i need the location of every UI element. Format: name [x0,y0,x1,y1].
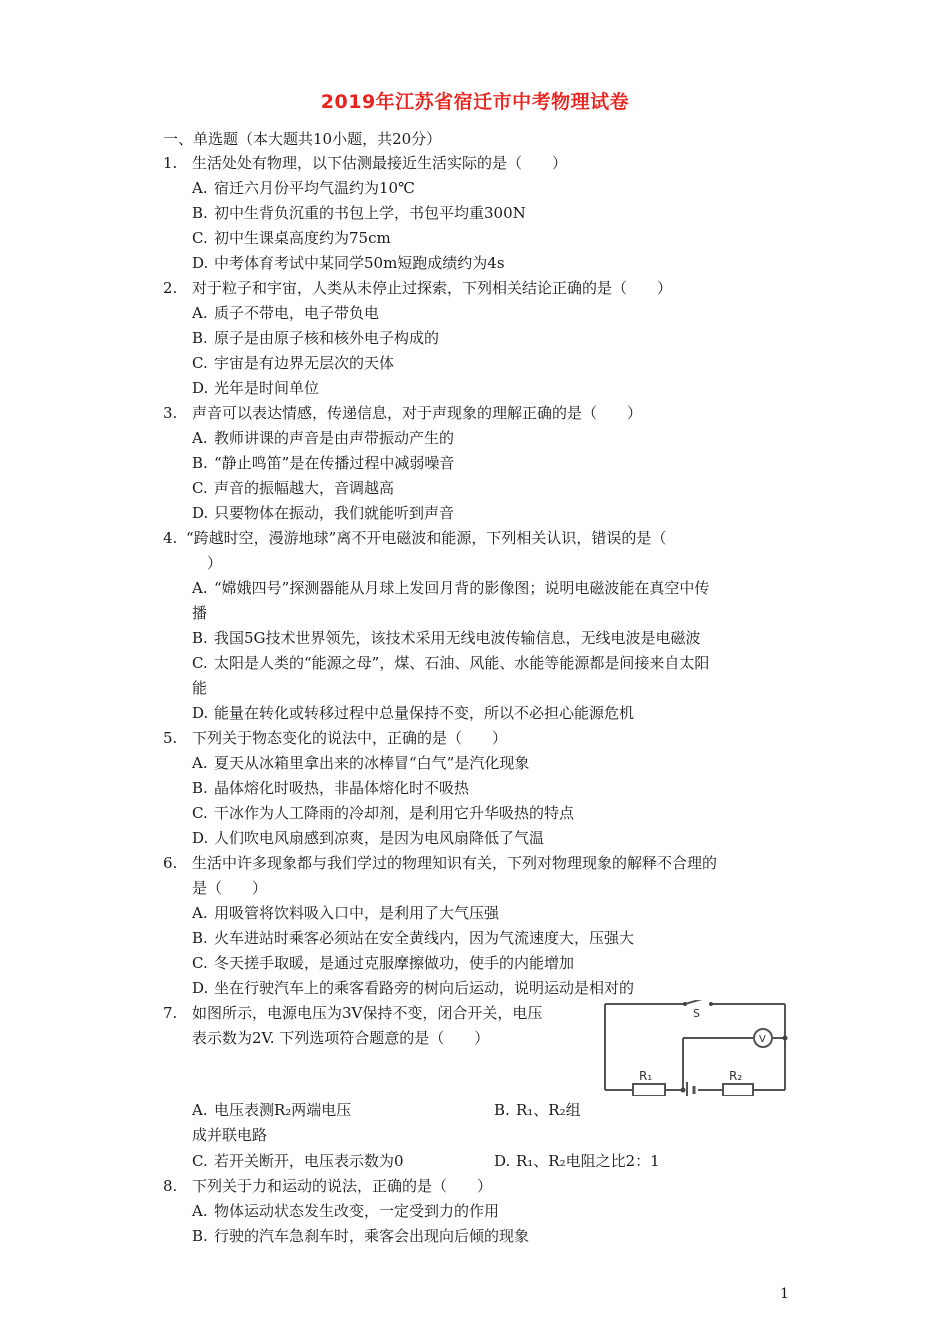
option-label: D. [192,979,209,997]
option-label: C. [192,1152,208,1170]
option-label: C. [192,479,208,497]
option-c [192,953,574,973]
option-text: 声音的振幅越大，音调越高 [214,479,395,497]
switch-label: S [693,1007,700,1020]
option-label: C. [192,804,208,822]
option-b [192,328,439,348]
question-number: 5. [163,729,178,747]
option-c [192,653,709,673]
option-text: 用吸管将饮料吸入口中，是利用了大气压强 [214,904,500,922]
option-text: 教师讲课的声音是由声带振动产生的 [214,429,455,447]
option-a [192,178,415,198]
option-text: 我国5G技术世界领先，该技术采用无线电波传输信息，无线电波是电磁波 [214,629,701,647]
question-number: 4. [163,529,178,547]
option-label: C. [192,354,208,372]
option-text: 只要物体在振动，我们就能听到声音 [214,504,455,522]
option-label: B. [192,329,208,347]
option-a [192,903,499,923]
option-a [192,1100,351,1120]
option-text: 若开关断开，电压表示数为0 [214,1152,404,1170]
option-b [192,203,526,223]
option-label: D. [192,829,209,847]
option-text: 人们吹电风扇感到凉爽，是因为电风扇降低了气温 [214,829,545,847]
option-b [192,778,469,798]
r1-label: R₁ [639,1069,653,1083]
option-d [192,703,634,723]
option-d [192,978,634,998]
option-text: “静止鸣笛”是在传播过程中减弱噪音 [214,454,455,472]
option-b [192,928,634,948]
option-label: D. [192,254,209,272]
option-a [192,303,379,323]
question-number: 1. [163,154,178,172]
option-label: D. [494,1152,511,1170]
option-text: R₁、R₂组 [516,1101,581,1119]
question-number: 8. [163,1177,178,1195]
voltmeter-label: V [759,1034,766,1045]
option-label: A. [192,179,208,197]
option-label: C. [192,654,208,672]
option-c [192,803,574,823]
option-b [192,628,701,648]
question-number: 2. [163,279,178,297]
option-text: 电压表测R₂两端电压 [214,1101,352,1119]
option-d [192,503,454,523]
option-d [494,1151,660,1171]
option-text: 宿迁六月份平均气温约为10℃ [214,179,415,197]
question-stem: 下列关于力和运动的说法，正确的是（ ） [192,1177,493,1195]
option-d [192,828,544,848]
option-text: 质子不带电，电子带负电 [214,304,380,322]
option-label: B. [192,454,208,472]
option-label: B. [494,1101,510,1119]
option-text: 中考体育考试中某同学50m短跑成绩约为4s [214,254,505,272]
option-d [192,253,505,273]
question-number: 6. [163,854,178,872]
option-text: 能量在转化或转移过程中总量保持不变，所以不必担心能源危机 [214,704,635,722]
option-label: B. [192,629,208,647]
option-text: 太阳是人类的“能源之母”，煤、石油、风能、水能等能源都是间接来自太阳 [214,654,710,672]
switch-contact [709,1002,713,1006]
question-stem: 声音可以表达情感，传递信息，对于声现象的理解正确的是（ ） [192,404,643,422]
option-label: A. [192,429,208,447]
option-text: 干冰作为人工降雨的冷却剂，是利用它升华吸热的特点 [214,804,575,822]
question-stem: “跨越时空，漫游地球”离不开电磁波和能源，下列相关认识，错误的是（ [186,529,667,547]
option-c [192,478,394,498]
option-label: D. [192,379,209,397]
option-b [192,1226,529,1246]
option-c-cont: 能 [192,679,208,697]
option-label: B. [192,204,208,222]
option-a [192,428,454,448]
option-text: R₁、R₂电阻之比2：1 [516,1152,660,1170]
option-b [494,1100,581,1120]
section-heading: 一、单选题（本大题共10小题，共20分） [163,130,442,148]
option-text: 初中生背负沉重的书包上学，书包平均重300N [214,204,526,222]
option-text: 光年是时间单位 [214,379,320,397]
switch-blade [685,1000,709,1004]
option-text: 夏天从冰箱里拿出来的冰棒冒“白气”是汽化现象 [214,754,530,772]
page-number: 1 [780,1286,789,1302]
question-stem-cont: 是（ ） [192,879,268,897]
option-label: C. [192,954,208,972]
option-text: 原子是由原子核和核外电子构成的 [214,329,440,347]
option-text: 冬天搓手取暖，是通过克服摩擦做功，使手的内能增加 [214,954,575,972]
option-text: 宇宙是有边界无层次的天体 [214,354,395,372]
option-a-cont: 播 [192,604,208,622]
option-label: A. [192,304,208,322]
option-label: A. [192,1202,208,1220]
question-stem: 下列关于物态变化的说法中，正确的是（ ） [192,729,508,747]
option-text: 行驶的汽车急刹车时，乘客会出现向后倾的现象 [214,1227,530,1245]
question-stem: 生活处处有物理，以下估测最接近生活实际的是（ ） [192,154,568,172]
option-c [192,228,391,248]
resistor-r1 [633,1084,665,1096]
question-stem-cont: ） [192,554,223,572]
option-label: B. [192,1227,208,1245]
option-a [192,1201,499,1221]
option-b-cont: 成并联电路 [192,1126,268,1144]
option-b [192,453,454,473]
option-label: B. [192,779,208,797]
question-stem: 生活中许多现象都与我们学过的物理知识有关，下列对物理现象的解释不合理的 [192,854,718,872]
option-label: A. [192,1101,208,1119]
resistor-r2 [723,1084,753,1096]
option-label: A. [192,579,208,597]
option-label: D. [192,504,209,522]
option-text: 初中生课桌高度约为75cm [214,229,391,247]
r2-label: R₂ [729,1069,743,1083]
question-stem: 对于粒子和宇宙，人类从未停止过探索，下列相关结论正确的是（ ） [192,279,673,297]
option-text: “嫦娥四号”探测器能从月球上发回月背的影像图；说明电磁波能在真空中传 [214,579,710,597]
option-text: 火车进站时乘客必须站在安全黄线内，因为气流速度大，压强大 [214,929,635,947]
question-stem: 如图所示，电源电压为3V保持不变，闭合开关，电压 [192,1004,543,1022]
option-text: 物体运动状态发生改变，一定受到力的作用 [214,1202,500,1220]
option-label: A. [192,904,208,922]
question-number: 7. [163,1004,178,1022]
option-label: C. [192,229,208,247]
option-a [192,753,529,773]
option-d [192,378,319,398]
option-c [192,1151,404,1171]
option-c [192,353,394,373]
option-text: 晶体熔化时吸热，非晶体熔化时不吸热 [214,779,470,797]
option-text: 坐在行驶汽车上的乘客看路旁的树向后运动，说明运动是相对的 [214,979,635,997]
option-label: A. [192,754,208,772]
circuit-diagram [603,1000,789,1096]
exam-title: 2019年江苏省宿迁市中考物理试卷 [320,91,630,113]
option-a [192,578,709,598]
option-label: D. [192,704,209,722]
switch-contact [683,1002,687,1006]
junction-dot [681,1088,686,1093]
question-number: 3. [163,404,178,422]
option-label: B. [192,929,208,947]
question-stem-cont: 表示数为2V. 下列选项符合题意的是（ ） [192,1029,490,1047]
junction-dot [783,1036,788,1041]
